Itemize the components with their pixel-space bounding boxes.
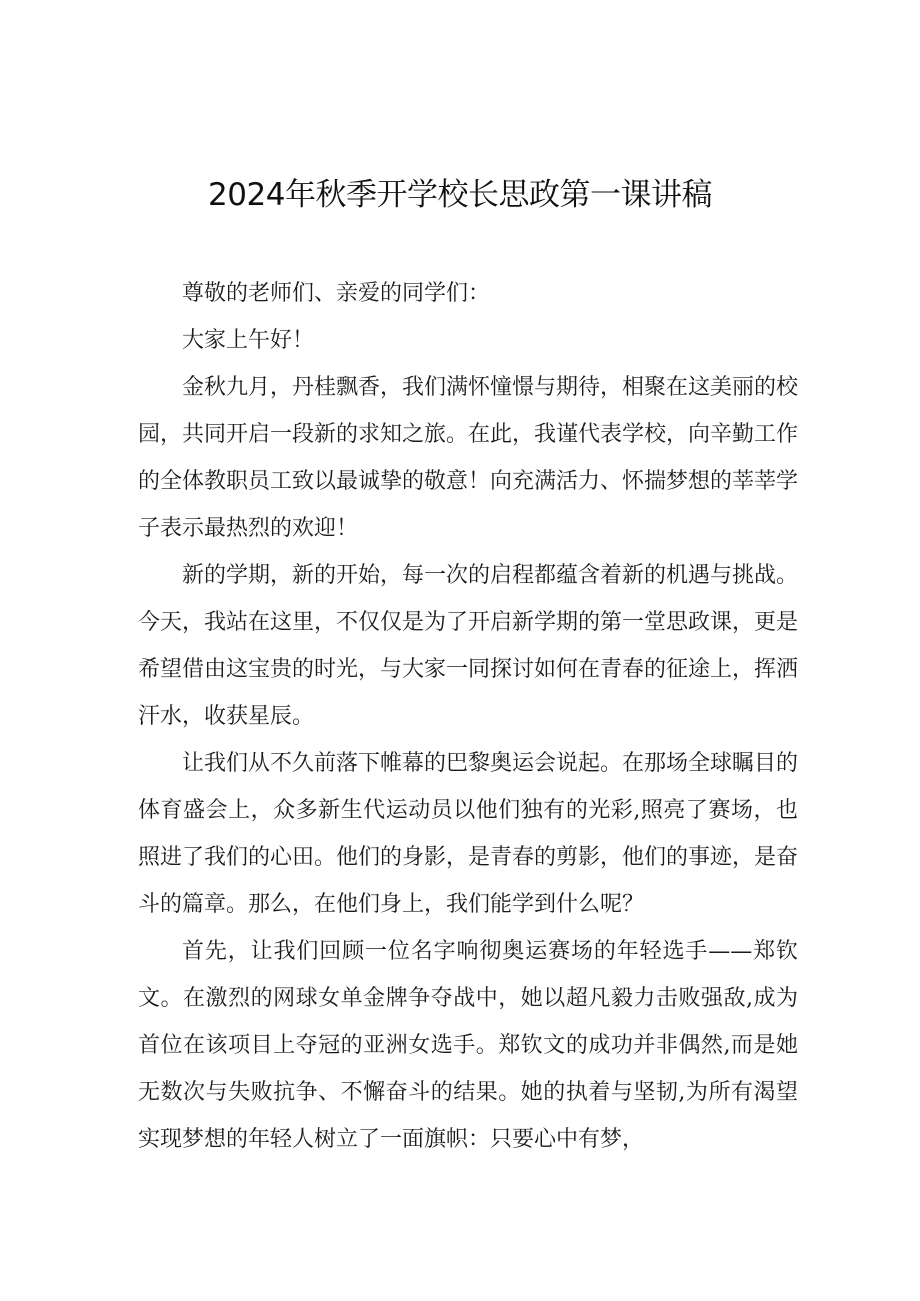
paragraph: 让我们从不久前落下帷幕的巴黎奥运会说起。在那场全球瞩目的体育盛会上，众多新生代运动员以他们独有的光彩,照亮了赛场，也照进了我们的心田。他们的身影，是青春的剪影，他们的事迹，是奋斗的篇章。那么，在他们身上，我们能学到什么呢？ [138,751,799,917]
greeting: 大家上午好！ [182,328,315,353]
salutation: 尊敬的老师们、亲爱的同学们： [182,281,491,306]
paragraph: 首先，让我们回顾一位名字响彻奥运赛场的年轻选手——郑钦文。在激烈的网球女单金牌争夺战中，她以超凡毅力击败强敌,成为首位在该项目上夺冠的亚洲女选手。郑钦文的成功并非偶然,而是她无数次与失败抗争、不懈奋斗的结果。她的执着与坚韧,为所有渴望实现梦想的年轻人树立了一面旗帜：只要心中有梦， [138,939,798,1152]
paragraph: 新的学期，新的开始，每一次的启程都蕴含着新的机遇与挑战。今天，我站在这里，不仅仅是为了开启新学期的第一堂思政课，更是希望借由这宝贵的时光，与大家一同探讨如何在青春的征途上，挥洒汗水，收获星辰。 [138,563,799,729]
document-body [138,270,798,1163]
paragraph: 金秋九月，丹桂飘香，我们满怀憧憬与期待，相聚在这美丽的校园，共同开启一段新的求知之旅。在此，我谨代表学校，向辛勤工作的全体教职员工致以最诚挚的敬意！向充满活力、怀揣梦想的莘莘学子表示最热烈的欢迎！ [138,375,799,541]
document-title: 2024年秋季开学校长思政第一课讲稿 [208,177,712,213]
